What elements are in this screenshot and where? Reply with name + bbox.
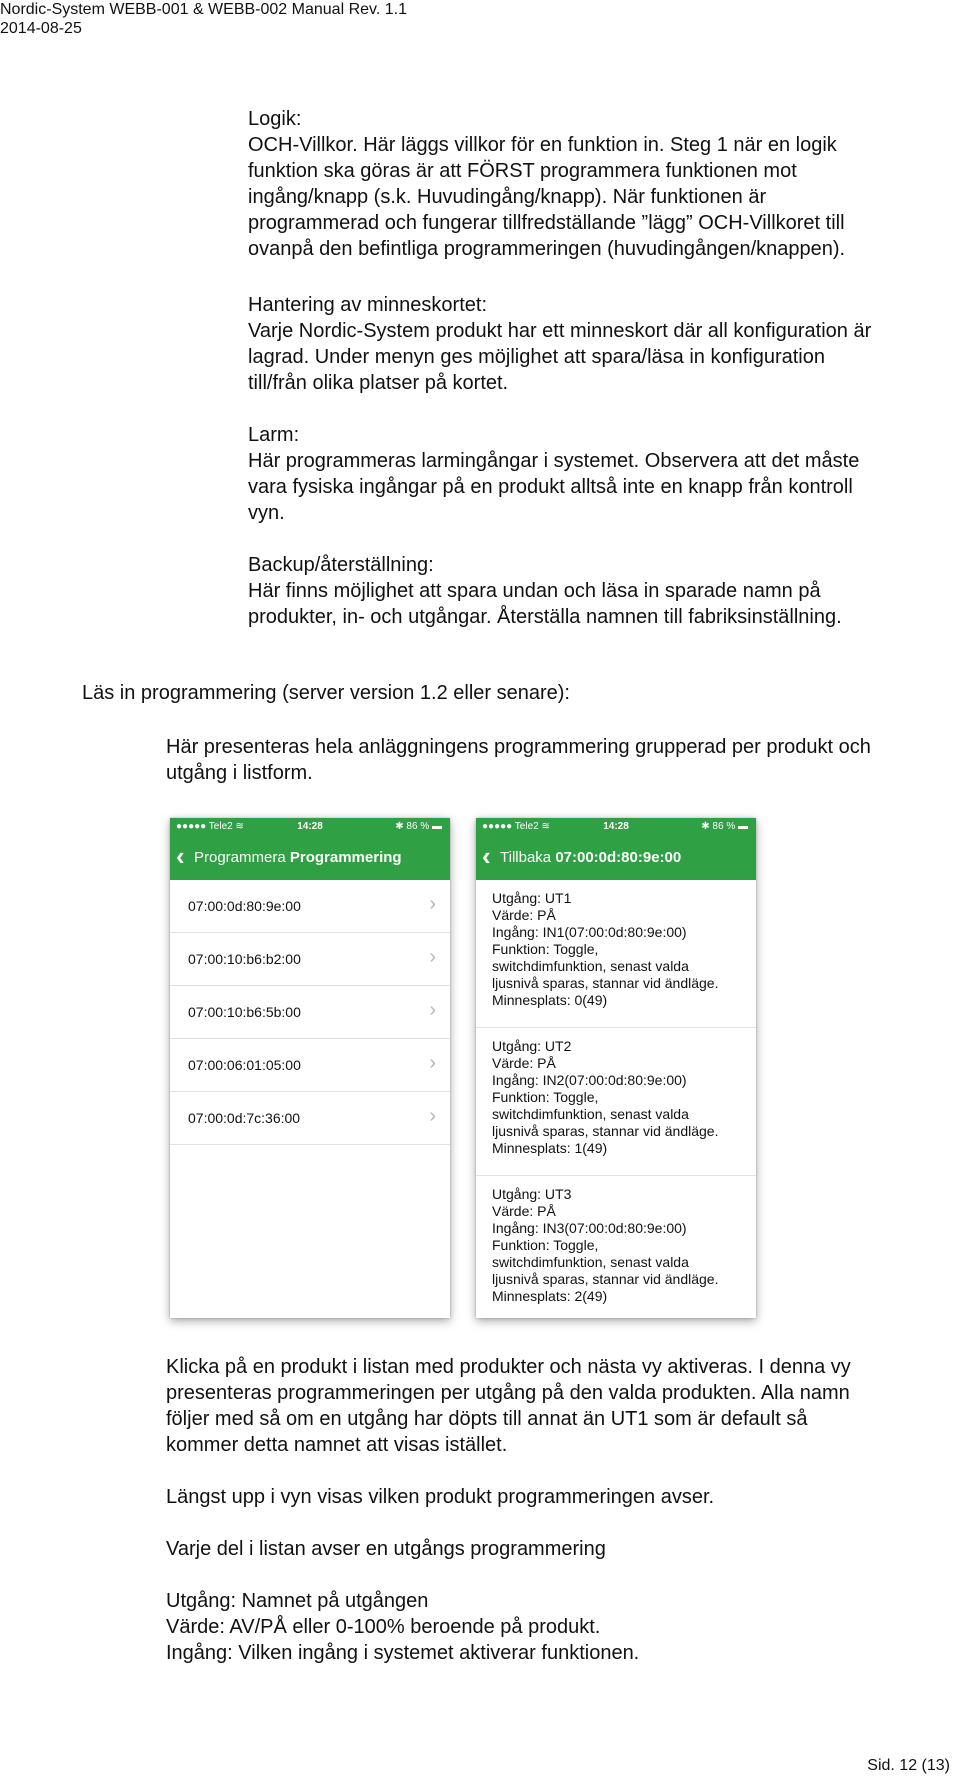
output-function-detail: switchdimfunktion, senast valda: [492, 1106, 689, 1122]
output-block[interactable]: [476, 880, 756, 1028]
product-address: 07:00:0d:7c:36:00: [188, 1110, 301, 1126]
output-function: Funktion: Toggle,: [492, 941, 599, 957]
status-bar: [476, 818, 756, 836]
heading-backup: Backup/återställning:: [248, 554, 434, 576]
output-input: Ingång: IN2(07:00:0d:80:9e:00): [492, 1072, 687, 1088]
nav-bar: [476, 836, 756, 880]
text-line: Utgång: Namnet på utgången: [166, 1590, 429, 1612]
list-item-product[interactable]: [170, 986, 450, 1039]
status-time: 14:28: [603, 821, 629, 832]
text-line: produkter, in- och utgångar. Återställa namnen till fabriksinställning.: [248, 606, 842, 628]
list-item-product[interactable]: [170, 933, 450, 986]
output-block[interactable]: [476, 1028, 756, 1176]
nav-bar: [170, 836, 450, 880]
text-line: Varje del i listan avser en utgångs programmering: [166, 1538, 606, 1560]
paragraph-top-of-view: [166, 1484, 956, 1510]
section-backup: [248, 552, 948, 630]
nav-title-area: [500, 848, 681, 868]
page-number: Sid. 12 (13): [867, 1757, 950, 1774]
text-line: vara fysiska ingångar på en produkt alltså inte en knapp från kontroll: [248, 476, 853, 498]
section-logik: [248, 106, 948, 262]
intro-paragraph: [166, 734, 956, 786]
battery-indicator: ✱ 86 % ▬: [701, 821, 748, 832]
output-block[interactable]: [476, 1176, 756, 1318]
chevron-right-icon: ›: [429, 1052, 436, 1074]
output-name: Utgång: UT1: [492, 890, 572, 906]
section-larm: [248, 422, 948, 526]
back-button[interactable]: Programmera: [194, 849, 286, 866]
output-function-detail: switchdimfunktion, senast valda: [492, 1254, 689, 1270]
list-item-product[interactable]: [170, 1092, 450, 1145]
text-line: presenteras programmeringen per utgång på den valda produkten. Alla namn: [166, 1382, 850, 1404]
text-line: Ingång: Vilken ingång i systemet aktiverar funktionen.: [166, 1642, 640, 1664]
chevron-right-icon: ›: [429, 893, 436, 915]
output-list: [476, 880, 756, 1318]
product-address: 07:00:06:01:05:00: [188, 1057, 301, 1073]
text-line: lagrad. Under menyn ges möjlighet att spara/läsa in konfiguration: [248, 346, 825, 368]
text-line: följer med så om en utgång har döpts till annat än UT1 som är default så: [166, 1408, 808, 1430]
text-line: till/från olika platser på kortet.: [248, 372, 509, 394]
output-memory: Minnesplats: 2(49): [492, 1288, 608, 1304]
header-date: 2014-08-25: [0, 20, 82, 37]
text-line: Här presenteras hela anläggningens programmering grupperad per produkt och: [166, 736, 871, 758]
header-title: Nordic-System WEBB-001 & WEBB-002 Manual Rev. 1.1: [0, 1, 407, 18]
text-line: Här finns möjlighet att spara undan och läsa in sparade namn på: [248, 580, 821, 602]
output-function-detail: switchdimfunktion, senast valda: [492, 958, 689, 974]
output-function: Funktion: Toggle,: [492, 1237, 599, 1253]
output-function: Funktion: Toggle,: [492, 1089, 599, 1105]
text-line: kommer detta namnet att visas istället.: [166, 1434, 508, 1456]
carrier-indicator: ●●●●● Tele2 ≋: [482, 821, 550, 832]
text-line: Längst upp i vyn visas vilken produkt programmeringen avser.: [166, 1486, 715, 1508]
chevron-right-icon: ›: [429, 946, 436, 968]
heading-logik: Logik:: [248, 108, 302, 130]
output-function-detail: ljusnivå sparas, stannar vid ändläge.: [492, 1271, 719, 1287]
heading-minneskort: Hantering av minneskortet:: [248, 294, 488, 316]
output-function-detail: ljusnivå sparas, stannar vid ändläge.: [492, 1123, 719, 1139]
phone-screenshot-output-detail: [476, 818, 756, 1318]
battery-indicator: ✱ 86 % ▬: [395, 821, 442, 832]
output-memory: Minnesplats: 1(49): [492, 1140, 608, 1156]
text-line: ovanpå den befintliga programmeringen (huvudingången/knappen).: [248, 238, 846, 260]
text-line: Värde: AV/PÅ eller 0-100% beroende på produkt.: [166, 1616, 601, 1638]
text-line: Klicka på en produkt i listan med produkter och nästa vy aktiveras. I denna vy: [166, 1356, 851, 1378]
text-line: vyn.: [248, 502, 285, 524]
nav-title-area: [194, 848, 402, 868]
chevron-right-icon: ›: [429, 999, 436, 1021]
heading-larm: Larm:: [248, 424, 300, 446]
list-item-product[interactable]: [170, 1039, 450, 1092]
output-memory: Minnesplats: 0(49): [492, 992, 608, 1008]
chevron-left-icon[interactable]: ‹: [482, 841, 491, 871]
output-value: Värde: PÅ: [492, 907, 556, 923]
output-name: Utgång: UT2: [492, 1038, 572, 1054]
product-address: 07:00:10:b6:b2:00: [188, 951, 301, 967]
paragraph-field-definitions: [166, 1588, 956, 1666]
heading-las-in-programmering: Läs in programmering (server version 1.2 eller senare):: [82, 682, 570, 704]
product-list: [170, 880, 450, 1145]
section-minneskort: [248, 292, 948, 396]
back-button[interactable]: Tillbaka: [500, 849, 552, 866]
status-bar: [170, 818, 450, 836]
output-value: Värde: PÅ: [492, 1055, 556, 1071]
output-input: Ingång: IN3(07:00:0d:80:9e:00): [492, 1220, 687, 1236]
text-line: utgång i listform.: [166, 762, 313, 784]
text-line: ingång/knapp (s.k. Huvudingång/knapp). När funktionen är: [248, 186, 767, 208]
nav-title: 07:00:0d:80:9e:00: [555, 849, 682, 866]
text-line: Här programmeras larmingångar i systemet. Observera att det måste: [248, 450, 860, 472]
nav-title: Programmering: [289, 849, 402, 866]
text-line: programmerad och fungerar tillfredställande ”lägg” OCH-Villkoret till: [248, 212, 845, 234]
text-line: Varje Nordic-System produkt har ett minneskort där all konfiguration är: [248, 320, 872, 342]
document-header: [0, 0, 407, 38]
text-line: funktion ska göras är att FÖRST programmera funktionen mot: [248, 160, 797, 182]
status-time: 14:28: [297, 821, 323, 832]
paragraph-product-click: [166, 1354, 956, 1458]
list-item-product[interactable]: [170, 880, 450, 933]
output-name: Utgång: UT3: [492, 1186, 572, 1202]
phone-screenshot-product-list: [170, 818, 450, 1318]
output-input: Ingång: IN1(07:00:0d:80:9e:00): [492, 924, 687, 940]
carrier-indicator: ●●●●● Tele2 ≋: [176, 821, 244, 832]
paragraph-list-part: [166, 1536, 956, 1562]
output-function-detail: ljusnivå sparas, stannar vid ändläge.: [492, 975, 719, 991]
output-value: Värde: PÅ: [492, 1203, 556, 1219]
product-address: 07:00:10:b6:5b:00: [188, 1004, 301, 1020]
product-address: 07:00:0d:80:9e:00: [188, 898, 301, 914]
chevron-right-icon: ›: [429, 1105, 436, 1127]
chevron-left-icon[interactable]: ‹: [176, 841, 185, 871]
text-line: OCH-Villkor. Här läggs villkor för en funktion in. Steg 1 när en logik: [248, 134, 837, 156]
